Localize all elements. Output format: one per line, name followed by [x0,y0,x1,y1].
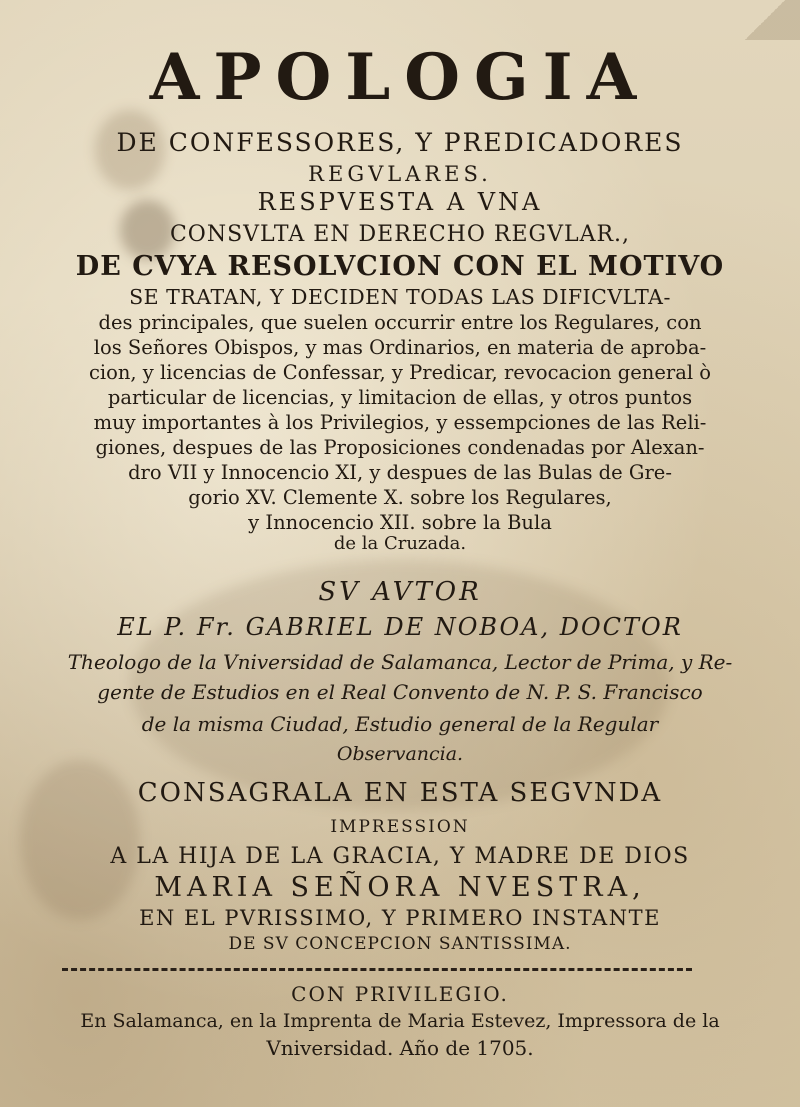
book-title: APOLOGIA [149,40,651,115]
subtitle-line: DE CONFESSORES, Y PREDICADORES [116,128,684,157]
subtitle-line: SE TRATAN, Y DECIDEN TODAS LAS DIFICVLTA- [129,285,671,309]
dedication-line: CONSAGRALA EN ESTA SEGVNDA [137,778,663,808]
torn-corner [730,0,800,40]
author-name: EL P. Fr. GABRIEL DE NOBOA, DOCTOR [117,613,683,641]
dedication-line: DE SV CONCEPCION SANTISSIMA. [228,934,572,954]
body-line: giones, despues de las Proposiciones condenadas por Alexan- [95,436,705,459]
body-line: cion, y licencias de Confessar, y Predicar, revocacion general ò [88,361,712,384]
subtitle-line: CONSVLTA EN DERECHO REGVLAR., [169,222,631,247]
imprint-line: En Salamanca, en la Imprenta de Maria Estevez, Impressora de la [80,1010,720,1032]
subtitle-line: DE CVYA RESOLVCION CON EL MOTIVO [75,251,725,282]
author-line: de la misma Ciudad, Estudio general de la Regular [141,712,659,736]
divider-rule [62,968,692,971]
imprint-line: Vniversidad. Año de 1705. [266,1036,534,1060]
body-line: gorio XV. Clemente X. sobre los Regulares, [188,486,612,509]
dedication-line: IMPRESSION [330,817,470,837]
body-line: des principales, que suelen occurrir entre los Regulares, con [98,311,702,334]
subtitle-line: RESPVESTA A VNA [257,188,543,216]
dedication-line: A LA HIJA DE LA GRACIA, Y MADRE DE DIOS [110,844,690,869]
body-line: y Innocencio XII. sobre la Bula [248,511,552,534]
subtitle-line: REGVLARES. [308,162,492,186]
body-line: muy importantes à los Privilegios, y essempciones de las Reli- [93,411,707,434]
privilege-line: CON PRIVILEGIO. [291,982,509,1006]
body-line: particular de licencias, y limitacion de ellas, y otros puntos [107,386,693,409]
author-line: Theologo de la Vniversidad de Salamanca, Lector de Prima, y Re- [67,650,733,674]
body-line: dro VII y Innocencio XI, y despues de las Bulas de Gre- [128,461,672,484]
author-line: gente de Estudios en el Real Convento de N. P. S. Francisco [97,680,703,704]
body-line: de la Cruzada. [333,533,467,554]
dedication-line: MARIA SEÑORA NVESTRA, [154,872,646,903]
dedication-line: EN EL PVRISSIMO, Y PRIMERO INSTANTE [139,906,661,930]
body-line: los Señores Obispos, y mas Ordinarios, en materia de aproba- [93,336,707,359]
author-heading: SV AVTOR [318,577,482,607]
author-line: Observancia. [336,743,464,765]
